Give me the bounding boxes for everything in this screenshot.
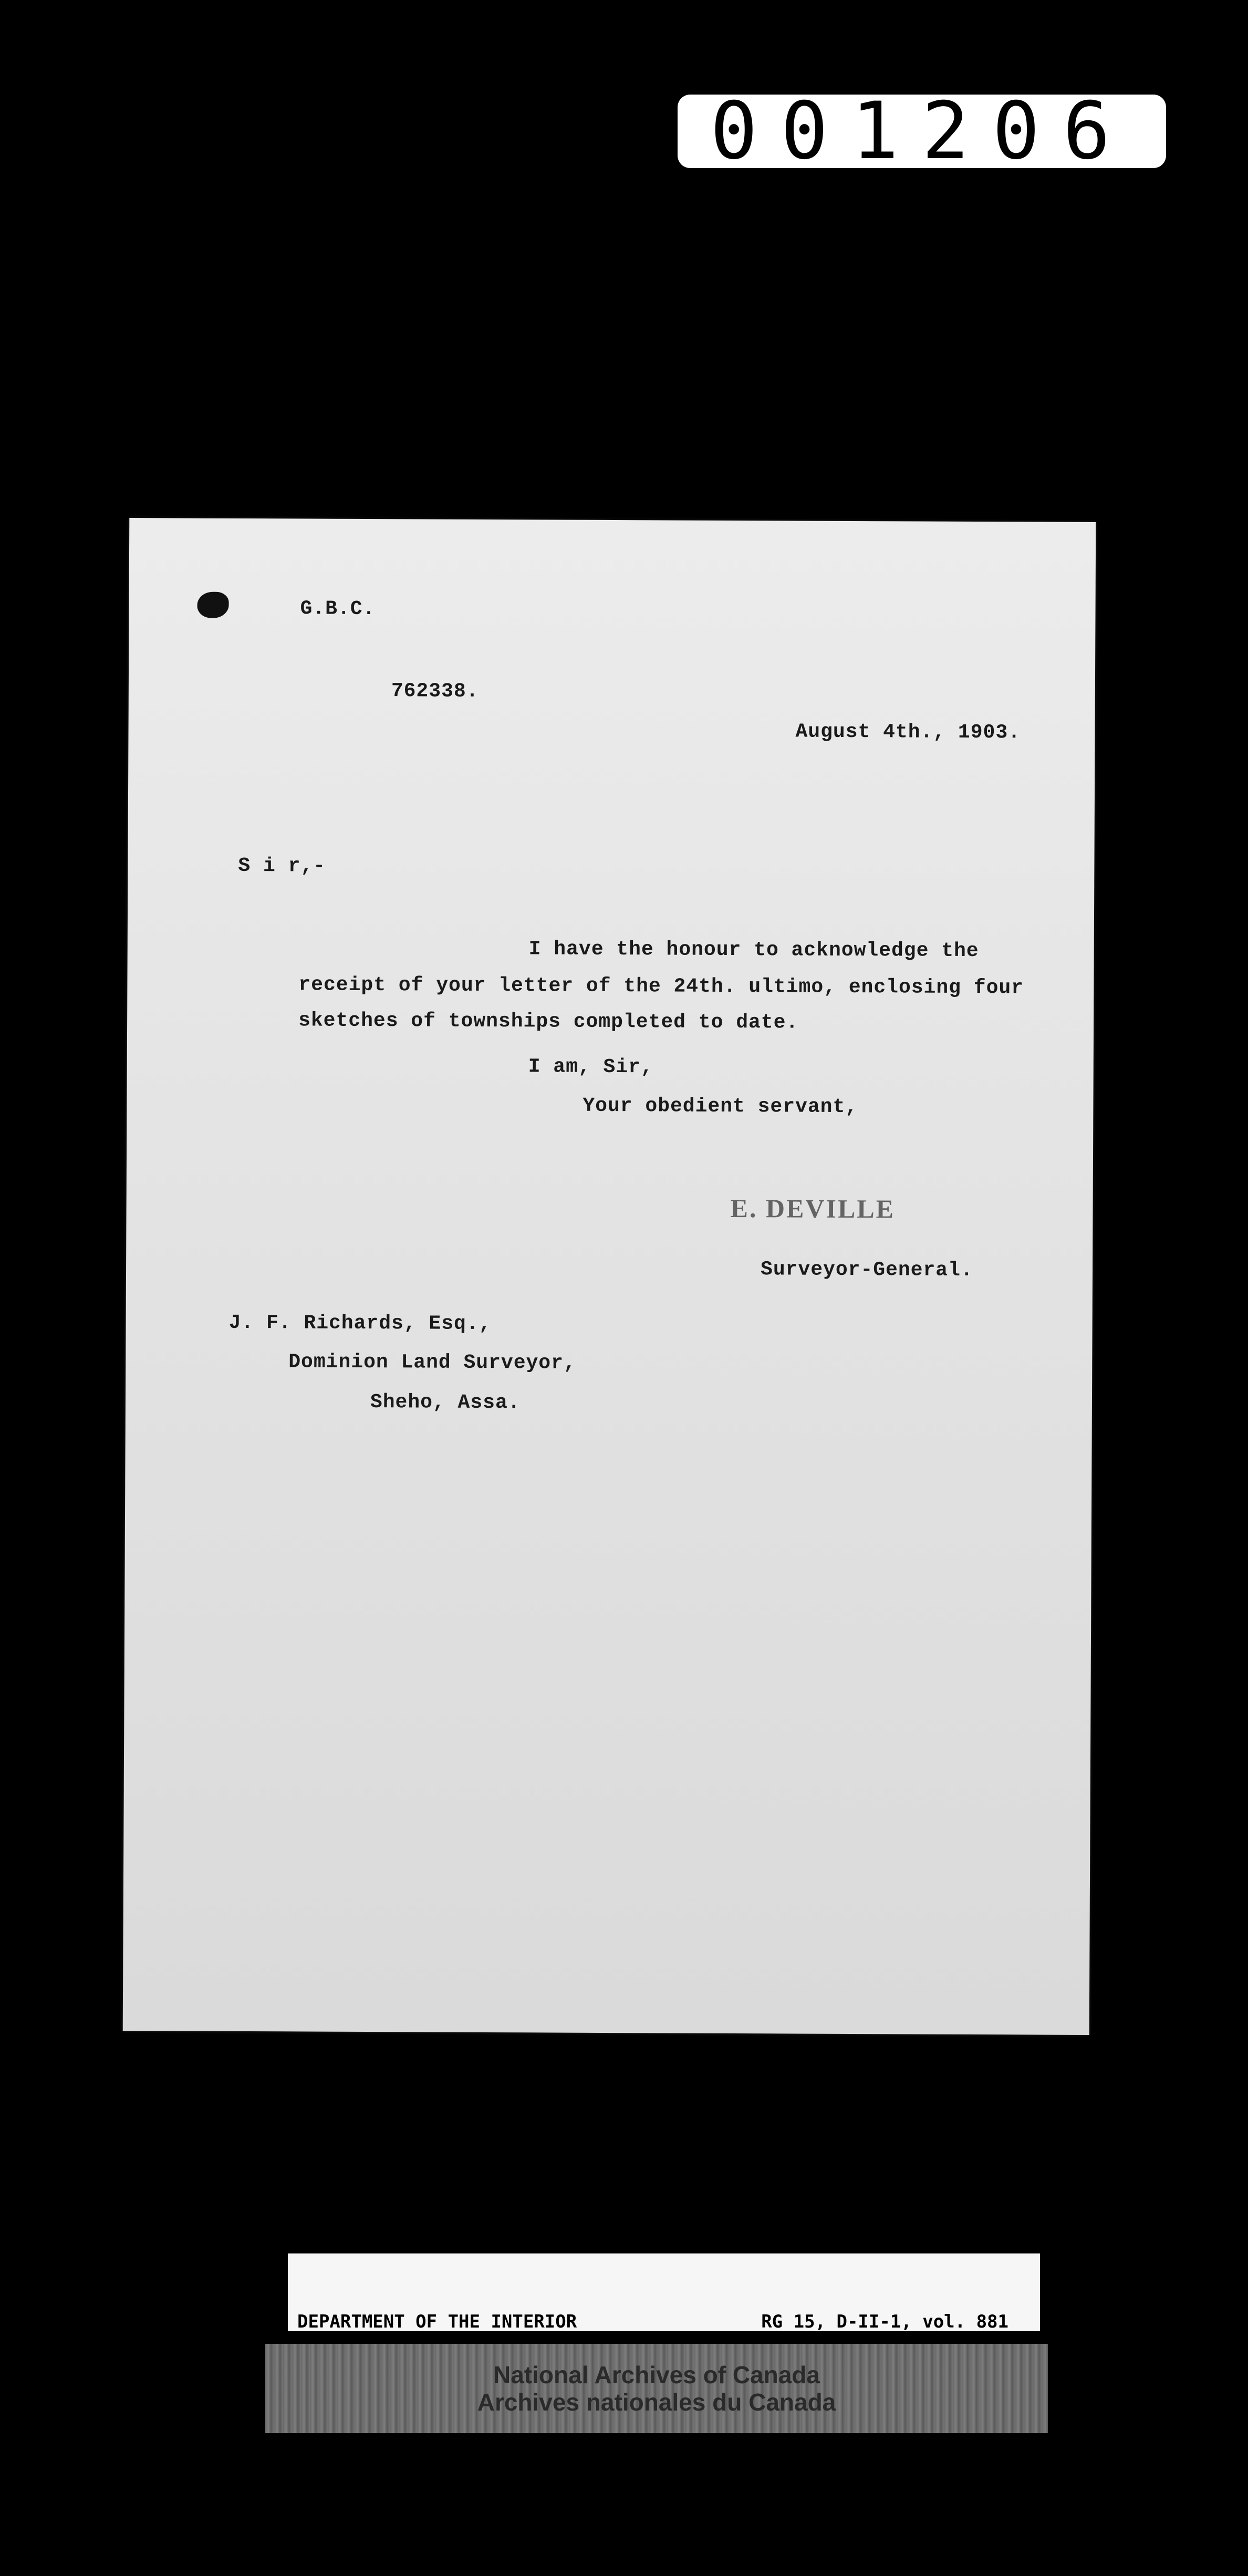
signer-title: Surveyor-General.	[760, 1258, 973, 1282]
punch-hole	[197, 592, 228, 618]
frame-number-label: 001206	[678, 95, 1166, 168]
addressee-place: Sheho, Assa.	[370, 1391, 521, 1415]
archive-reference-label	[288, 2253, 1040, 2331]
file-number: 762338.	[391, 680, 479, 703]
closing-line-1: I am, Sir,	[528, 1055, 653, 1079]
body-line-1: I have the honour to acknowledge the	[528, 938, 979, 963]
department-english: DEPARTMENT OF THE INTERIOR	[297, 2311, 577, 2332]
letter-date: August 4th., 1903.	[795, 720, 1021, 744]
closing-line-2: Your obedient servant,	[583, 1094, 858, 1119]
addressee-name: J. F. Richards, Esq.,	[228, 1311, 492, 1336]
body-line-2: receipt of your letter of the 24th. ultimo, enclosing four	[298, 973, 1024, 1000]
archives-name-french: Archives nationales du Canada	[477, 2388, 836, 2416]
signature-stamp: E. DEVILLE	[730, 1193, 896, 1224]
archives-name-english: National Archives of Canada	[493, 2361, 820, 2388]
body-line-3: sketches of townships completed to date.	[298, 1009, 799, 1034]
record-group-reference: RG 15, D-II-1, vol. 881	[761, 2311, 1008, 2332]
archives-band	[265, 2344, 1048, 2433]
addressee-title: Dominion Land Surveyor,	[288, 1351, 576, 1375]
salutation: S i r,-	[238, 854, 326, 878]
letter-page	[123, 518, 1096, 2035]
initials: G.B.C.	[300, 597, 376, 621]
